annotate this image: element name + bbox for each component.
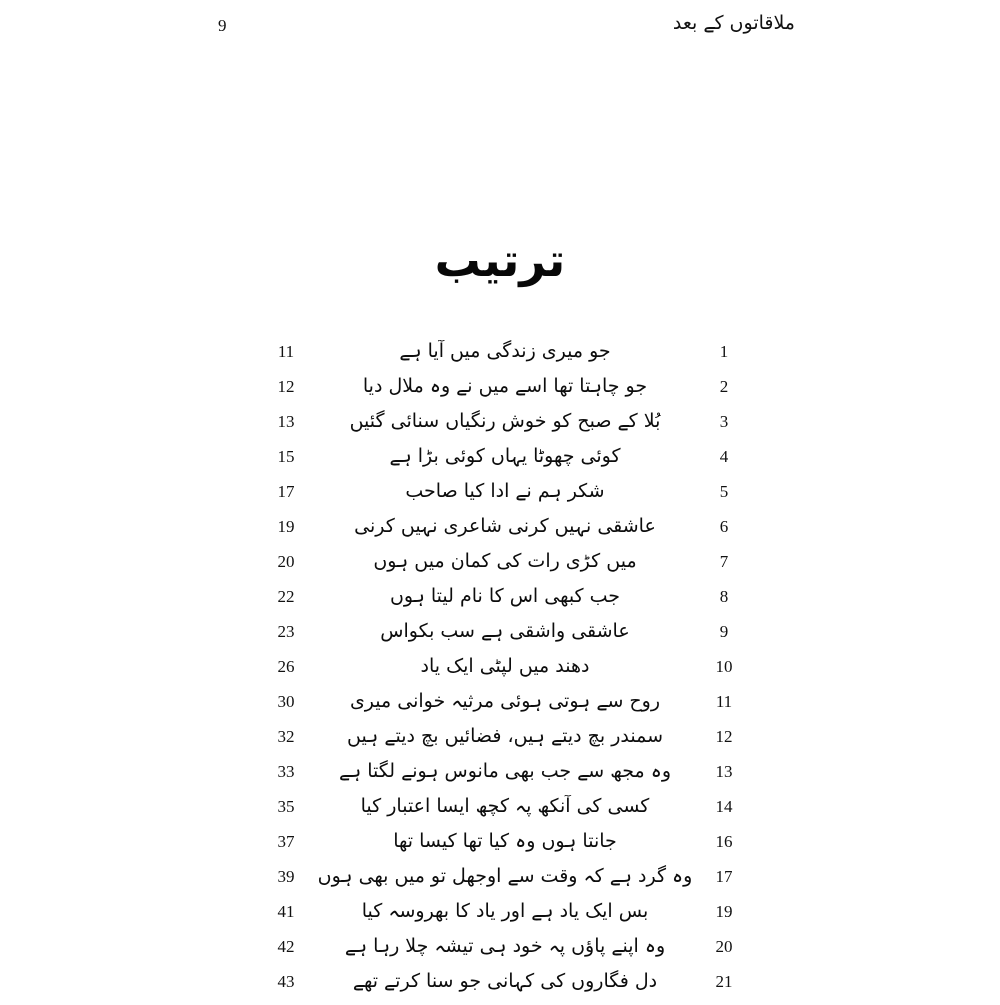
toc-item-title: عاشقی نہیں کرنی شاعری نہیں کرنی: [354, 515, 656, 537]
toc-item-title: میں کڑی رات کی کمان میں ہوں: [373, 550, 637, 572]
toc-item-index: 7: [719, 552, 729, 571]
header-book-title: ملاقاتوں کے بعد: [672, 12, 795, 34]
table-row: [255, 725, 755, 760]
toc-item-index: 6: [719, 517, 729, 536]
toc-item-index: 2: [719, 377, 729, 396]
toc-item-page: 26: [277, 657, 295, 676]
header-page-number: 9: [218, 16, 227, 35]
toc-item-page: 33: [277, 762, 295, 781]
table-row: [255, 690, 755, 725]
toc-item-index: 5: [719, 482, 729, 501]
table-row: [255, 375, 755, 410]
toc-item-title: بُلا کے صبح کو خوش رنگیاں سنائی گئیں: [349, 410, 661, 432]
table-row: [255, 830, 755, 865]
table-row: [255, 515, 755, 550]
toc-item-title: عاشقی واشقی ہے سب بکواس: [380, 620, 630, 642]
toc-item-title: وہ مجھ سے جب بھی مانوس ہونے لگتا ہے: [338, 760, 672, 782]
table-row: [255, 935, 755, 970]
page-title: ترتیب: [434, 233, 566, 287]
toc-item-index: 3: [719, 412, 729, 431]
toc-item-title: بس ایک یاد ہے اور یاد کا بھروسہ کیا: [361, 900, 649, 922]
toc-item-page: 12: [277, 377, 295, 396]
toc-item-page: 20: [277, 552, 295, 571]
toc-item-page: 22: [277, 587, 295, 606]
toc-item-page: 13: [277, 412, 295, 431]
toc-item-page: 42: [277, 937, 295, 956]
toc-item-page: 23: [277, 622, 295, 641]
table-row: [255, 585, 755, 620]
toc-item-page: 35: [277, 797, 295, 816]
toc-item-title: وہ اپنے پاؤں پہ خود ہی تیشہ چلا رہا ہے: [344, 935, 666, 957]
toc-item-page: 15: [277, 447, 295, 466]
toc-item-index: 10: [715, 657, 733, 676]
toc-item-title: کوئی چھوٹا یہاں کوئی بڑا ہے: [389, 445, 621, 467]
toc-item-index: 9: [719, 622, 729, 641]
toc-item-index: 8: [719, 587, 729, 606]
table-row: [255, 655, 755, 690]
toc-item-title: شکر ہم نے ادا کیا صاحب: [405, 480, 605, 502]
toc-item-title: کسی کی آنکھ پہ کچھ ایسا اعتبار کیا: [360, 795, 650, 817]
table-row: [255, 480, 755, 515]
toc-item-index: 4: [719, 447, 729, 466]
toc-item-title: جو چاہتا تھا اسے میں نے وہ ملال دیا: [362, 375, 648, 397]
page-header: [0, 10, 1000, 40]
table-row: [255, 550, 755, 585]
toc-item-page: 37: [277, 832, 295, 851]
toc-item-page: 17: [277, 482, 295, 501]
toc-item-index: 19: [715, 902, 733, 921]
toc-item-title: سمندر بچ دیتے ہیں، فضائیں بچ دیتے ہیں: [346, 725, 664, 747]
toc-item-index: 14: [715, 797, 733, 816]
table-row: [255, 900, 755, 935]
toc-item-page: 30: [277, 692, 295, 711]
toc-item-index: 20: [715, 937, 733, 956]
toc-item-index: 17: [715, 867, 733, 886]
toc-item-title: روح سے ہوتی ہوئی مرثیہ خوانی میری: [349, 690, 661, 712]
toc-item-index: 11: [715, 692, 733, 711]
table-row: [255, 445, 755, 480]
table-row: [255, 340, 755, 375]
toc-item-index: 12: [715, 727, 733, 746]
toc-item-page: 41: [277, 902, 295, 921]
toc-item-page: 32: [277, 727, 295, 746]
table-row: [255, 760, 755, 795]
toc-item-page: 11: [277, 342, 295, 361]
table-row: [255, 620, 755, 655]
table-row: [255, 795, 755, 830]
toc-item-index: 13: [715, 762, 733, 781]
toc-item-page: 43: [277, 972, 295, 991]
toc-item-title: جو میری زندگی میں آیا ہے: [399, 340, 611, 362]
toc-item-title: جانتا ہوں وہ کیا تھا کیسا تھا: [393, 830, 617, 852]
toc-item-page: 39: [277, 867, 295, 886]
toc-item-index: 21: [715, 972, 733, 991]
toc-item-index: 16: [715, 832, 733, 851]
toc-item-title: جب کبھی اس کا نام لیتا ہوں: [389, 585, 621, 607]
toc-item-title: وہ گرد ہے کہ وقت سے اوجھل تو میں بھی ہوں: [317, 865, 693, 887]
table-row: [255, 865, 755, 900]
toc-item-page: 19: [277, 517, 295, 536]
table-row: [255, 410, 755, 445]
toc-item-title: دل فگاروں کی کہانی جو سنا کرتے تھے: [352, 970, 658, 992]
toc-item-index: 1: [719, 342, 729, 361]
toc-item-title: دھند میں لپٹی ایک یاد: [420, 655, 590, 677]
table-of-contents: [255, 340, 755, 1005]
